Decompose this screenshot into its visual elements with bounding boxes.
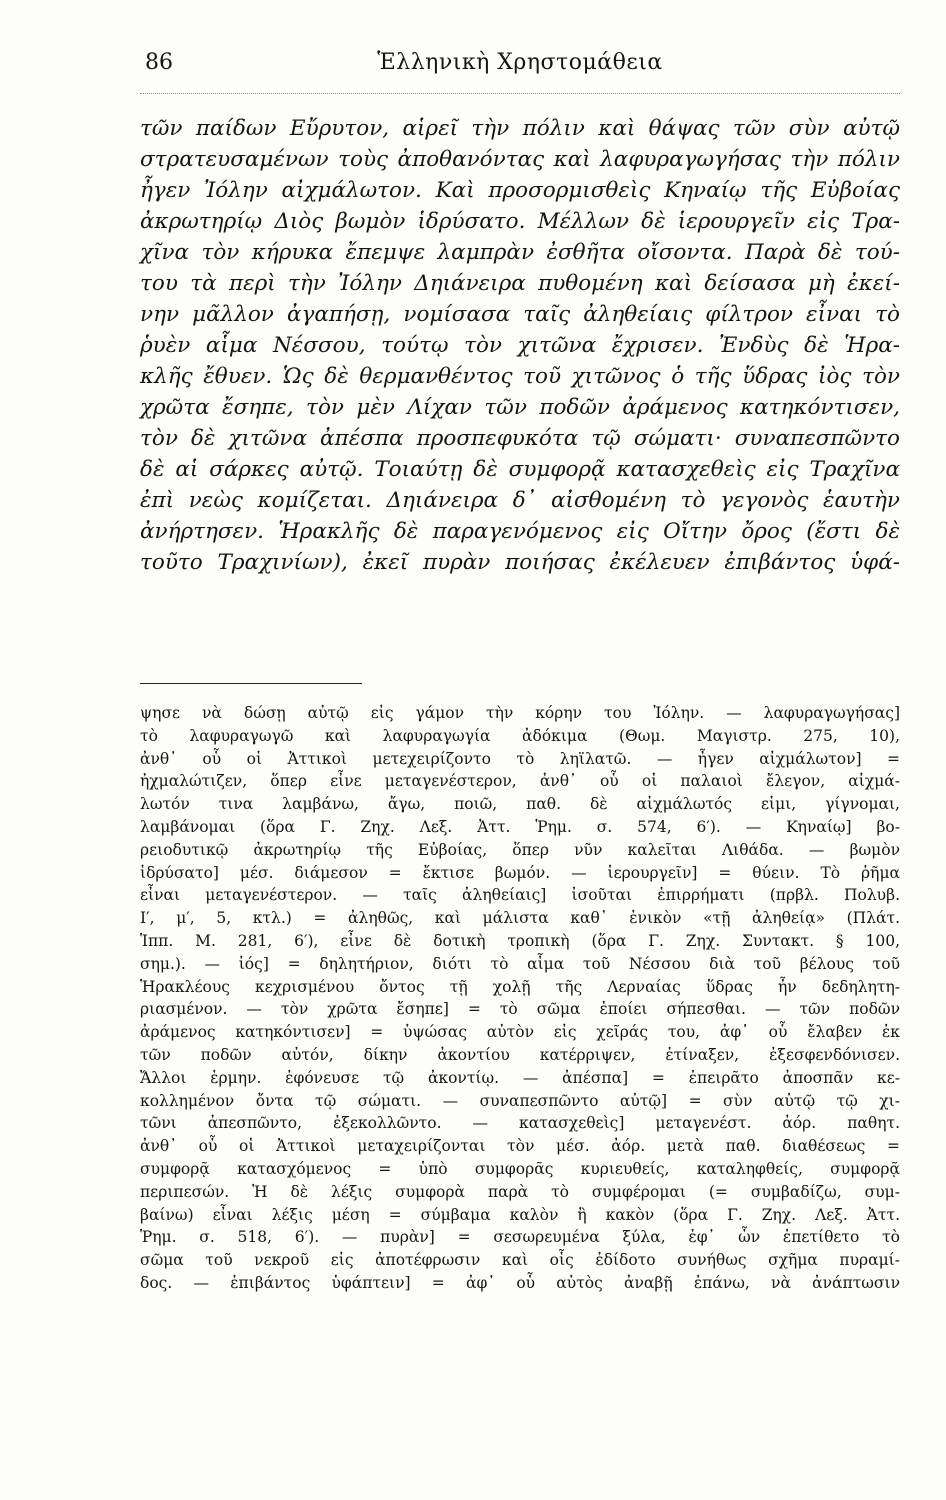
- footnote-line: Ῥημ. σ. 518, 6′). — πυρὰν] = σεσωρευμένα ξύλα, ἐφ᾽ ὧν ἐπετίθετο τὸ: [140, 1228, 900, 1247]
- footnote-line: Ἱππ. Μ. 281, 6′), εἶνε δὲ δοτικὴ τροπικὴ (ὅρα Γ. Ζηχ. Συντακτ. § 100,: [140, 931, 900, 950]
- text-line: ἀκρωτηρίῳ Διὸς βωμὸν ἱδρύσατο. Μέλλων δὲ ἱερουργεῖν εἰς Τρα-: [140, 209, 900, 234]
- footnote-line: ἠχμαλώτιζεν, ὅπερ εἶνε μεταγενέστερον, ἀνθ᾽ οὗ οἱ παλαιοὶ ἔλεγον, αἰχμά-: [140, 772, 900, 791]
- text-line: νην μᾶλλον ἀγαπήσῃ, νομίσασα ταῖς ἀληθείαις φίλτρον εἶναι τὸ: [140, 302, 900, 327]
- text-line: κλῆς ἔθυεν. Ὡς δὲ θερμανθέντος τοῦ χιτῶνος ὁ τῆς ὕδρας ἰὸς τὸν: [140, 364, 900, 389]
- footnote-line: εἶναι μεταγενέστερον. — ταῖς ἀληθείαις] ἰσοῦται ἐπιρρήματι (πρβλ. Πολυβ.: [140, 886, 900, 905]
- footnotes: [140, 702, 900, 1295]
- text-line: τὸν δὲ χιτῶνα ἀπέσπα προσπεφυκότα τῷ σώματι· συναπεσπῶντο: [140, 426, 900, 451]
- text-line: τῶν παίδων Εὔρυτον, αἱρεῖ τὴν πόλιν καὶ θάψας τῶν σὺν αὐτῷ: [140, 116, 900, 141]
- footnote-line: βαίνω) εἶναι λέξις μέση = σύμβαμα καλὸν ἢ κακὸν (ὅρα Γ. Ζηχ. Λεξ. Ἀττ.: [140, 1205, 900, 1224]
- footnote-line: Ι′, μ′, 5, κτλ.) = ἀληθῶς, καὶ μάλιστα καθ᾽ ἑνικὸν «τῇ ἀληθείᾳ» (Πλάτ.: [140, 909, 900, 928]
- text-line: ἦγεν Ἰόλην αἰχμάλωτον. Καὶ προσορμισθεὶς Κηναίῳ τῆς Εὐβοίας: [140, 178, 900, 203]
- footnote-line: ἀνθ᾽ οὗ οἱ Ἀττικοὶ μεταχειρίζονται τὸν μέσ. ἀόρ. μετὰ παθ. διαθέσεως =: [140, 1137, 900, 1156]
- footnote-line: συμφορᾷ κατασχόμενος = ὑπὸ συμφορᾶς κυριευθείς, καταληφθείς, συμφορᾷ: [140, 1159, 900, 1178]
- footnote-line: σῶμα τοῦ νεκροῦ εἰς ἀποτέφρωσιν καὶ οἷς ἐδίδοτο συνήθως σχῆμα πυραμί-: [140, 1251, 900, 1270]
- page-number: 86: [145, 50, 173, 75]
- footnote-line: σημ.). — ἰός] = δηλητήριον, διότι τὸ αἷμα τοῦ Νέσσου διὰ τοῦ βέλους τοῦ: [140, 954, 900, 973]
- footnote-line: τῶν ποδῶν αὐτόν, δίκην ἀκοντίου κατέρριψεν, ἐτίναξεν, ἐξεσφενδόνισεν.: [140, 1045, 900, 1064]
- footnote-line: ριασμένον. — τὸν χρῶτα ἔσηπε] = τὸ σῶμα ἐποίει σήπεσθαι. — τῶν ποδῶν: [140, 1000, 900, 1019]
- footnote-line: Ἡρακλέους κεχρισμένου ὄντος τῇ χολῇ τῆς Λερναίας ὕδρας ἦν δεδηλητη-: [140, 977, 900, 996]
- footnote-line: τῶνι ἀπεσπῶντο, ἐξεκολλῶντο. — κατασχεθεὶς] μεταγενέστ. ἀόρ. παθητ.: [140, 1114, 900, 1133]
- footnote-line: τὸ λαφυραγωγῶ καὶ λαφυραγωγία ἀδόκιμα (Θωμ. Μαγιστρ. 275, 10),: [140, 726, 900, 745]
- footnote-line: ἀνθ᾽ οὗ οἱ Ἀττικοὶ μετεχειρίζοντο τὸ ληϊλατῶ. — ἦγεν αἰχμάλωτον] =: [140, 749, 900, 768]
- footnote-line: ψησε νὰ δώσῃ αὐτῷ εἰς γάμον τὴν κόρην του Ἰόλην. — λαφυραγωγήσας]: [140, 704, 900, 722]
- text-line: του τὰ περὶ τὴν Ἰόλην Δηιάνειρα πυθομένη καὶ δείσασα μὴ ἐκεί-: [140, 271, 900, 296]
- header-rule: [140, 93, 900, 94]
- footnote-line: λωτόν τινα λαμβάνω, ἄγω, ποιῶ, παθ. δὲ αἰχμάλωτός εἰμι, γίγνομαι,: [140, 795, 900, 814]
- text-line: στρατευσαμένων τοὺς ἀποθανόντας καὶ λαφυραγωγήσας τὴν πόλιν: [140, 147, 900, 172]
- footnote-line: Ἄλλοι ἑρμην. ἐφόνευσε τῷ ἀκοντίῳ. — ἀπέσπα] = ἐπειρᾶτο ἀποσπᾶν κε-: [140, 1068, 900, 1087]
- footnote-line: δος. — ἐπιβάντος ὑφάπτειν] = ἀφ᾽ οὗ αὐτὸς ἀναβῇ ἐπάνω, νὰ ἀνάπτωσιν: [140, 1273, 900, 1292]
- text-line: ῥυὲν αἷμα Νέσσου, τούτῳ τὸν χιτῶνα ἔχρισεν. Ἐνδὺς δὲ Ἡρα-: [140, 333, 900, 358]
- text-line: ἐπὶ νεὼς κομίζεται. Δηιάνειρα δ᾽ αἰσθομένη τὸ γεγονὸς ἑαυτὴν: [140, 488, 900, 513]
- text-line: ἀνήρτησεν. Ἡρακλῆς δὲ παραγενόμενος εἰς Οἴτην ὄρος (ἔστι δὲ: [140, 519, 900, 544]
- footnote-line: ρειοδυτικῷ ἀκρωτηρίῳ τῆς Εὐβοίας, ὅπερ νῦν καλεῖται Λιθάδα. — βωμὸν: [140, 840, 900, 859]
- page-header: [140, 50, 900, 90]
- footnote-rule: [140, 683, 362, 684]
- main-text: [140, 113, 900, 578]
- footnote-line: ἱδρύσατο] μέσ. διάμεσον = ἔκτισε βωμόν. — ἱερουργεῖν] = θύειν. Τὸ ῥῆμα: [140, 863, 900, 882]
- footnote-line: λαμβάνομαι (ὅρα Γ. Ζηχ. Λεξ. Ἀττ. Ῥημ. σ. 574, 6′). — Κηναίῳ] βο-: [140, 817, 900, 836]
- footnote-line: ἀράμενος κατηκόντισεν] = ὑψώσας αὐτὸν εἰς χεῖράς του, ἀφ᾽ οὗ ἔλαβεν ἐκ: [140, 1023, 900, 1042]
- text-line: χῖνα τὸν κήρυκα ἔπεμψε λαμπρὰν ἐσθῆτα οἴσοντα. Παρὰ δὲ τού-: [140, 240, 900, 265]
- running-title: Ἑλληνικὴ Χρηστομάθεια: [377, 50, 663, 75]
- text-line: χρῶτα ἔσηπε, τὸν μὲν Λίχαν τῶν ποδῶν ἀράμενος κατηκόντισεν,: [140, 395, 900, 420]
- text-line: τοῦτο Τραχινίων), ἐκεῖ πυρὰν ποιήσας ἐκέλευεν ἐπιβάντος ὑφά-: [140, 550, 900, 575]
- text-line: δὲ αἱ σάρκες αὐτῷ. Τοιαύτῃ δὲ συμφορᾷ κατασχεθεὶς εἰς Τραχῖνα: [140, 457, 900, 482]
- footnote-line: περιπεσών. Ἡ δὲ λέξις συμφορὰ παρὰ τὸ συμφέρομαι (= συμβαδίζω, συμ-: [140, 1182, 900, 1201]
- footnote-line: κολλημένον ὄντα τῷ σώματι. — συναπεσπῶντο αὐτῷ] = σὺν αὐτῷ τῷ χι-: [140, 1091, 900, 1110]
